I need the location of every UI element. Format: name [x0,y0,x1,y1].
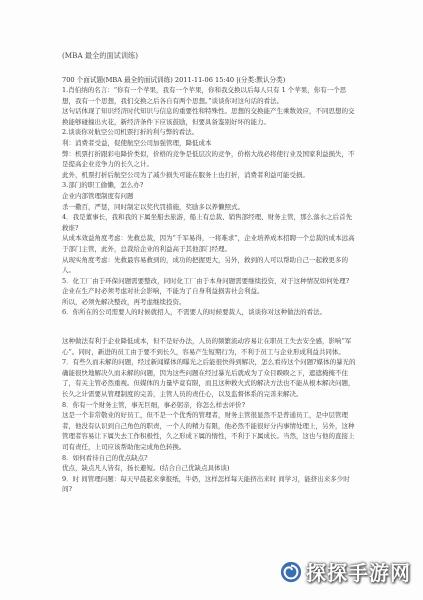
paragraph: 4．我是董事长，我和我的下属坐船去旅游，船上有总裁、销售部经理、财务主管，那么落水之后首先救谁? [62,213,353,232]
spiral-logo-icon [280,561,302,583]
section-2 [62,336,358,495]
paragraph: 杀一儆百，严惩，同时制定以奖代罚措施，奖励多以养懒照式。 [62,202,244,211]
paragraph: 6．你所在的公司需要人的时候就招人，不需要人的时候要裁人，谈谈你对这种做法的看法。 [62,308,327,317]
paragraph: 所以，必须先解决整改，再考虑继续投资。 [62,297,186,306]
paragraph: 此外，机票打折后航空公司为了减少损失可能在服务上也打折，消费者利益可能受损。 [62,170,309,179]
watermark [280,557,411,586]
paragraph: 优点，缺点凡人皆有，扬长避短。(结合自己优缺点具体谈) [62,464,230,473]
paragraph: 5．化工厂由于环保问题需要整改，同时化工厂由于本身问题需要继续投资，对于这种情况如何处理? [62,276,350,285]
paragraph: 这种做法有利于企业降低成本，但不是好办法，人员的频繁流动容易让在职员工失去安全感，影响“军心”。同时，新进的员工由于要不到长久，容易产生短期行为，不利于员工与企业形成利益共同体。 [62,337,352,356]
paragraph: 3.部门的职工偷懒，怎么办? [62,181,144,190]
document-body [62,85,358,495]
paragraph: 1.肖伯纳的名言：“你有一个苹果，我有一个苹果，你和我交换以后每人只有 1 个苹果，你有一个思想，我有一个思想，我们交换之后各自有两个思想。”谈谈你对这句话的看法。 [62,86,347,105]
paragraph: 2.谈谈你对航空公司机票打折的利与弊的看法。 [62,128,199,137]
watermark-text: 探探手游网 [306,561,411,585]
paragraph: 8．你有一个财务主管，事无巨细，事必躬亲，你怎么样去评价? [62,400,246,409]
section-gap [62,318,358,336]
document-title: (MBA 最全的面试训练) [62,51,139,60]
paragraph: 利：消费者受益，促使航空公司加强管理，降低成本 [62,138,212,147]
paragraph: 弊：机票打折跟彩电降价类似，价格的竞争是低层次的竞争，价格大战必将使行业及国家利益损失，不是提高企业竞争力的长久之计。 [62,149,355,169]
paragraph: 8．如何看待自己的优点缺点? [62,453,148,462]
paragraph: 这是一个非常敬业的好员工，但不是一个优秀的管理者，财务主管很显然不是普通员工，是中层管理者，他没有认识到自己角色的职责，一个人的精力有限，他必然不能很好分内事情处理上，另外，这种管理者容易让下属失去工作积极性，久之形成下属的惰性，不利于下属成长。当然，这也与他的直接上司有责任，上司应该帮助他完成角色转换。 [62,411,355,451]
paragraph: 企业内部管理制度有问题 [62,191,134,200]
paragraph: 企业在生产时必须考虑对社会影响，不能为了自身利益损害社会利益。 [62,287,264,296]
paragraph: 从成本效益角度考虑：先救总裁，因为“千军易得，一将难求”，企业培养成本招聘一个总裁的成本远高于部门主管，此外，总裁给企业的利益高于其他部门经理。 [62,234,355,253]
paragraph: 从现实角度考虑：先救最容易救到的，成功的把握更大，另外，救到的人可以帮助自己一起救更多的人。 [62,255,348,275]
paragraph: 9．时 间管理问题：每天早晨起来拿报纸，牛奶，这样怎样每天能挤出来时 间学习，能挤出来多少时 间? [62,474,350,494]
paragraph: 这句话体现了知识经济时代知识与信息的重要性和特殊性。思想的交换能产生乘数效应，不同思想的交换能够碰撞出火花，新经济条件下应该鼓励，但要具备鉴别好坏的能力。 [62,107,355,126]
section-1 [62,85,358,318]
document-header: 700 个面试题(MBA 最全的面试训练) 2011-11-06 15:40 |(分类:默认分类) [62,76,286,84]
paragraph: 7．有些久而未解的问题，经过新闻媒体的曝光之后能很快得到解决，怎么看待这个问题?媒体的暴光的确能很快地解决久而未解的问题，因为这些问题在经过暴光后就成为了众目睽睽之下，遮遮掩掩不住了，有关主管必然重视。但媒体的力量毕竟有限，而且这种救火式的解决方法也不能从根本解决问题，长久之计需要从管理制度的完善，主管人员的责任心，以及监督体系的完善来解决。 [62,358,356,399]
